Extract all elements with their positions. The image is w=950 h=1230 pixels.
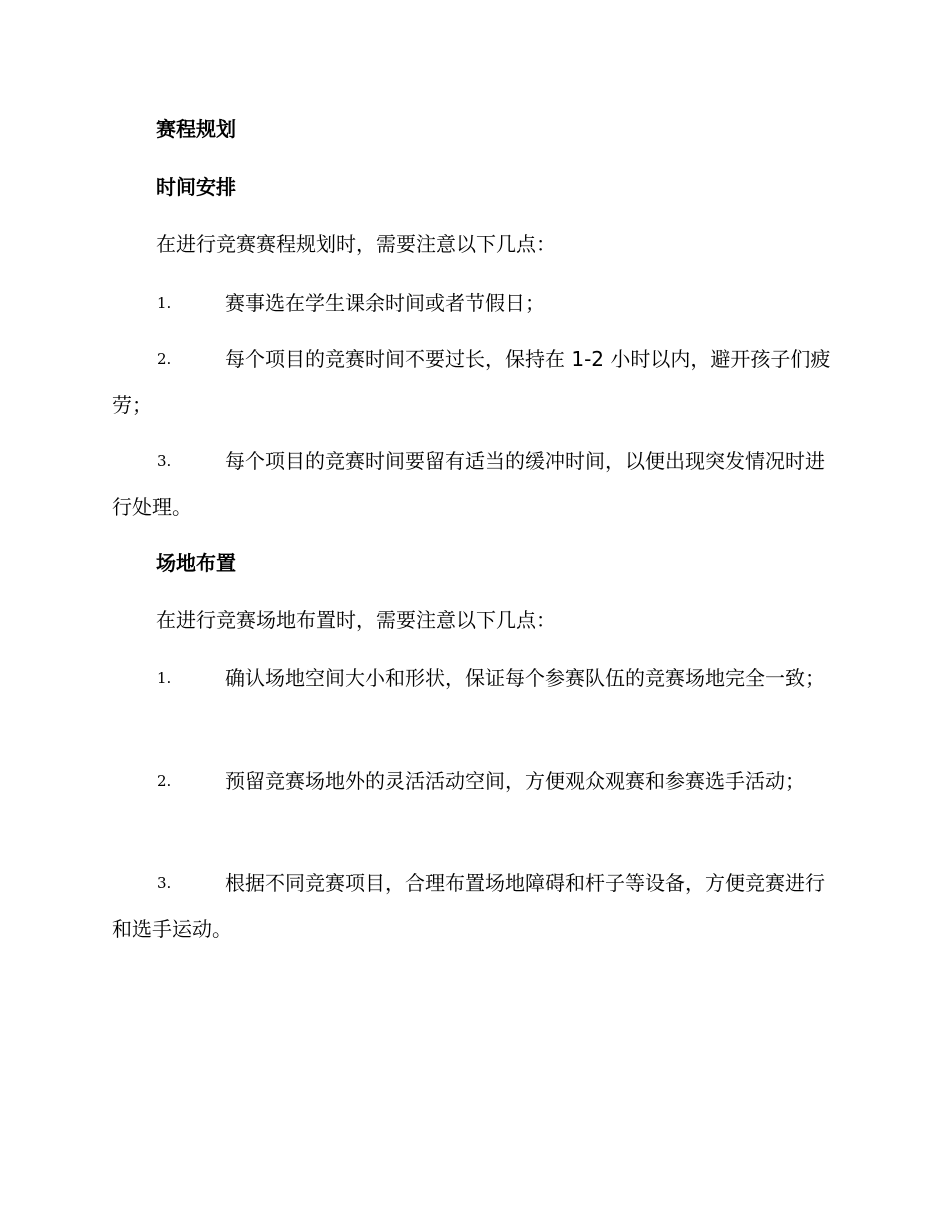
- time-intro: 在进行竞赛赛程规划时，需要注意以下几点：: [156, 232, 556, 256]
- venue-intro: 在进行竞赛场地布置时，需要注意以下几点：: [156, 608, 556, 632]
- list-text: 每个项目的竞赛时间要留有适当的缓冲时间，以便出现突发情况时进行处理。: [112, 449, 825, 519]
- list-number: 3.: [157, 452, 172, 470]
- time-heading: 时间安排: [156, 175, 236, 199]
- list-number: 2.: [157, 772, 172, 790]
- venue-heading: 场地布置: [156, 551, 236, 575]
- list-number: 1.: [157, 294, 172, 312]
- list-text: 赛事选在学生课余时间或者节假日；: [225, 291, 545, 315]
- list-text: 根据不同竞赛项目，合理布置场地障碍和杆子等设备，方便竞赛进行和选手运动。: [112, 871, 825, 941]
- time-item-3: [112, 438, 837, 530]
- time-item-1: [112, 280, 837, 326]
- venue-item-2: [112, 758, 837, 804]
- section-title: 赛程规划: [156, 117, 236, 141]
- list-text: 每个项目的竞赛时间不要过长，保持在 1-2 小时以内，避开孩子们疲劳；: [112, 347, 831, 417]
- list-text: 预留竞赛场地外的灵活活动空间，方便观众观赛和参赛选手活动；: [225, 769, 805, 793]
- venue-item-1: [112, 655, 837, 701]
- time-item-2: [112, 336, 837, 428]
- list-text: 确认场地空间大小和形状，保证每个参赛队伍的竞赛场地完全一致；: [225, 666, 825, 690]
- list-number: 3.: [157, 874, 172, 892]
- list-number: 1.: [157, 669, 172, 687]
- list-number: 2.: [157, 350, 172, 368]
- venue-item-3: [112, 860, 837, 952]
